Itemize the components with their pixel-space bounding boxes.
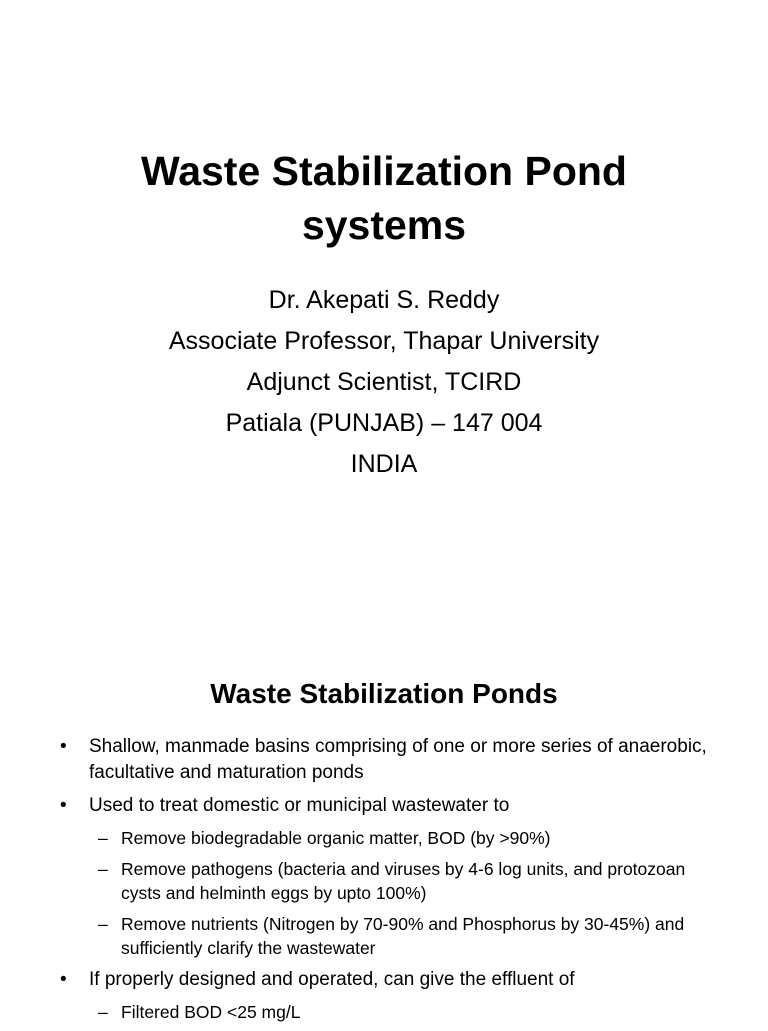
bullet-text: Used to treat domestic or municipal wastewater to	[89, 795, 510, 816]
sub-mark: –	[98, 859, 108, 879]
bullet-list	[0, 734, 768, 1031]
author-country: INDIA	[350, 450, 418, 478]
author-affiliation: Adjunct Scientist, TCIRD	[246, 368, 522, 396]
bullet-text: Shallow, manmade basins comprising of one or more series of anaerobic, facultative and maturation ponds	[89, 736, 707, 783]
author-location: Patiala (PUNJAB) – 147 004	[225, 409, 543, 437]
sub-item	[0, 826, 768, 850]
sub-item	[0, 912, 768, 960]
slide-title	[0, 144, 768, 252]
slide-heading: Waste Stabilization Ponds	[210, 678, 558, 709]
slide-title-line-1: Waste Stabilization Pond	[141, 148, 627, 194]
sub-item	[0, 1000, 768, 1024]
bullet-mark: •	[60, 969, 67, 990]
slide-title-line-2: systems	[301, 202, 467, 248]
bullet-item	[0, 793, 768, 819]
author-position: Associate Professor, Thapar University	[168, 327, 600, 355]
author-block	[0, 280, 768, 485]
sub-item	[0, 857, 768, 905]
sub-item-text: Remove nutrients (Nitrogen by 70-90% and Phosphorus by 30-45%) and sufficiently clarify the wastewater	[121, 914, 685, 958]
sub-item-text: Remove biodegradable organic matter, BOD (by >90%)	[121, 828, 551, 848]
bullet-mark: •	[60, 736, 67, 757]
slide-waste-stabilization-ponds	[0, 640, 768, 1024]
sub-item-text: Filtered BOD <25 mg/L	[121, 1002, 301, 1022]
bullet-mark: •	[60, 795, 67, 816]
sub-mark: –	[98, 914, 108, 934]
sub-mark: –	[98, 1002, 108, 1022]
bullet-item	[0, 734, 768, 786]
sub-mark: –	[98, 828, 108, 848]
bullet-item	[0, 967, 768, 993]
author-name: Dr. Akepati S. Reddy	[268, 286, 500, 314]
sub-item-text: Remove pathogens (bacteria and viruses by 4-6 log units, and protozoan cysts and helminth eggs by upto 100%)	[121, 859, 686, 903]
bullet-text: If properly designed and operated, can give the effluent of	[89, 969, 575, 990]
